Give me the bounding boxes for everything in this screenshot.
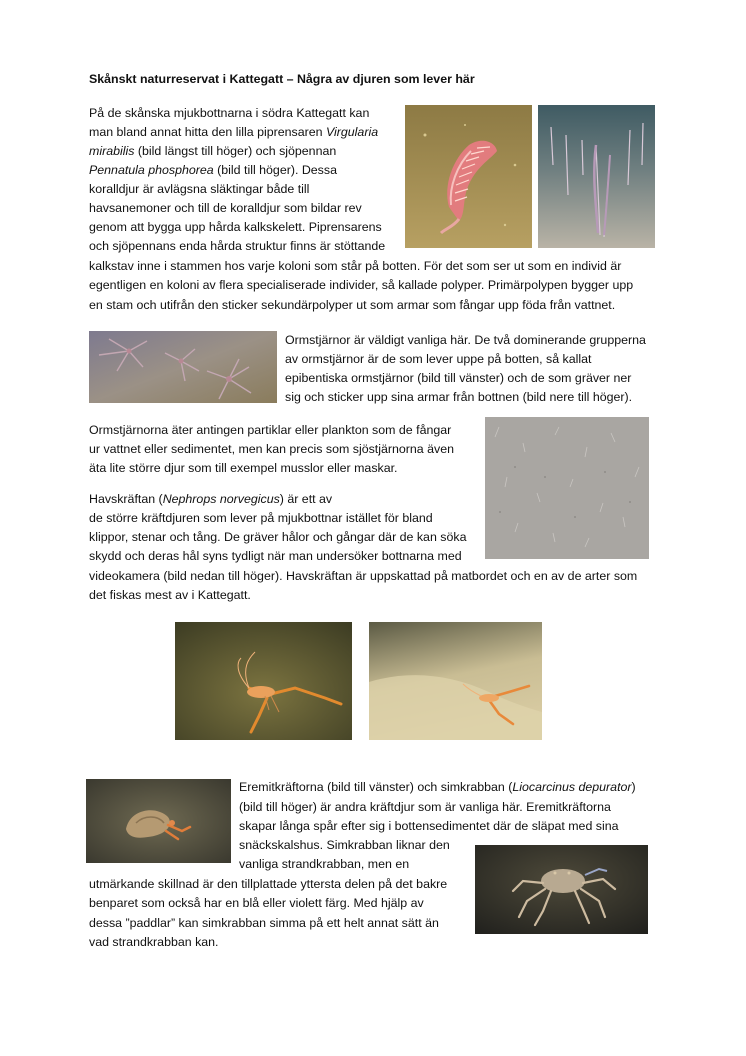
text-line: skapar långa spår efter sig i bottensedimentet där de släpat med sina — [239, 819, 619, 833]
sea-pen-photo — [405, 105, 532, 248]
text-line: Ormstjärnorna äter antingen partiklar eller plankton som de fångar — [89, 423, 452, 437]
text-line: vanliga strandkrabban, men en — [239, 857, 410, 871]
text-line: benparet som också har en blå eller violett färg. Med hjälp av — [89, 896, 424, 910]
text-line: (bild till höger) är andra kräftdjur som är vanliga här. Eremitkräftorna — [239, 800, 611, 814]
text-line: av ormstjärnor är de som lever uppe på botten, så kallat — [285, 352, 592, 366]
text-line: mirabilis (bild längst till höger) och sjöpennan — [89, 144, 337, 158]
text-line: sig och sticker upp sina armar från bottnen (bild nere till höger). — [285, 390, 633, 404]
text-line: en stam och utifrån den sticker sekundärpolyper ut som armar som fångar upp föda från vattnet. — [89, 298, 616, 312]
text-line: utmärkande skillnad är den tillplattade yttersta delen på det bakre — [89, 877, 448, 891]
hermit-crab-photo — [86, 779, 231, 863]
text-line: man bland annat hitta den lilla piprensaren Virgularia — [89, 125, 379, 139]
text-line: skydd och deras hål syns tydligt när man undersöker bottnarna med — [89, 549, 462, 563]
page-title: Skånskt naturreservat i Kattegatt – Några av djuren som lever här — [89, 72, 475, 86]
text-line: de större kräftdjuren som lever på mjukbottnar istället för bland — [89, 511, 433, 525]
text-line: kalkstav inne i stammen hos varje koloni som står på botten. För det som ser ut som en individ är — [89, 259, 622, 273]
text-line: klippor, stenar och tång. De gräver hålor och gångar där de kan söka — [89, 530, 467, 544]
text-line: Ormstjärnor är väldigt vanliga här. De två dominerande grupperna — [285, 333, 646, 347]
text-line: koralldjur är avlägsna släktingar både till — [89, 182, 310, 196]
text-line: ur vattnet eller sedimentet, men kan precis som sjöstjärnorna även — [89, 442, 455, 456]
brittle-star-photo — [89, 331, 277, 403]
virgularia-photo — [538, 105, 655, 248]
text-line: Pennatula phosphorea (bild till höger). Dessa — [89, 163, 337, 177]
text-line: genom att bygga upp hårda kalkskelett. Piprensarens — [89, 220, 382, 234]
text-line: På de skånska mjukbottnarna i södra Kattegatt kan — [89, 106, 370, 120]
text-line: Eremitkräftorna (bild till vänster) och simkrabban (Liocarcinus depurator) — [239, 780, 636, 794]
text-line: vad strandkrabban kan. — [89, 935, 219, 949]
norway-lobster-burrow-photo — [369, 622, 542, 740]
norway-lobster-photo — [175, 622, 352, 740]
text-line: dessa ”paddlar” kan simkrabban simma på ett helt annat sätt än — [89, 916, 439, 930]
text-line: det fiskas mest av i Kattegatt. — [89, 588, 251, 602]
text-line: egentligen en koloni av flera specialiserade individer, så kallade polyper. Primärpolypen bygger upp — [89, 278, 634, 292]
swimming-crab-photo — [475, 845, 648, 934]
text-line: havsanemoner och till de koralldjur som bildar rev — [89, 201, 362, 215]
text-line: och sjöpennans enda hårda struktur finns är stöttande — [89, 239, 386, 253]
text-line: snäckskalshus. Simkrabban liknar den — [239, 838, 450, 852]
text-line: epibentiska ormstjärnor (bild till vänster) och de som gräver ner — [285, 371, 632, 385]
text-line: äta lite större djur som till exempel musslor eller maskar. — [89, 461, 398, 475]
burrowing-brittle-star-photo — [485, 417, 649, 559]
text-line: videokamera (bild nedan till höger). Havskräftan är uppskattad på matbordet och en av de arter som — [89, 569, 638, 583]
text-line: Havskräftan (Nephrops norvegicus) är ett av — [89, 492, 333, 506]
